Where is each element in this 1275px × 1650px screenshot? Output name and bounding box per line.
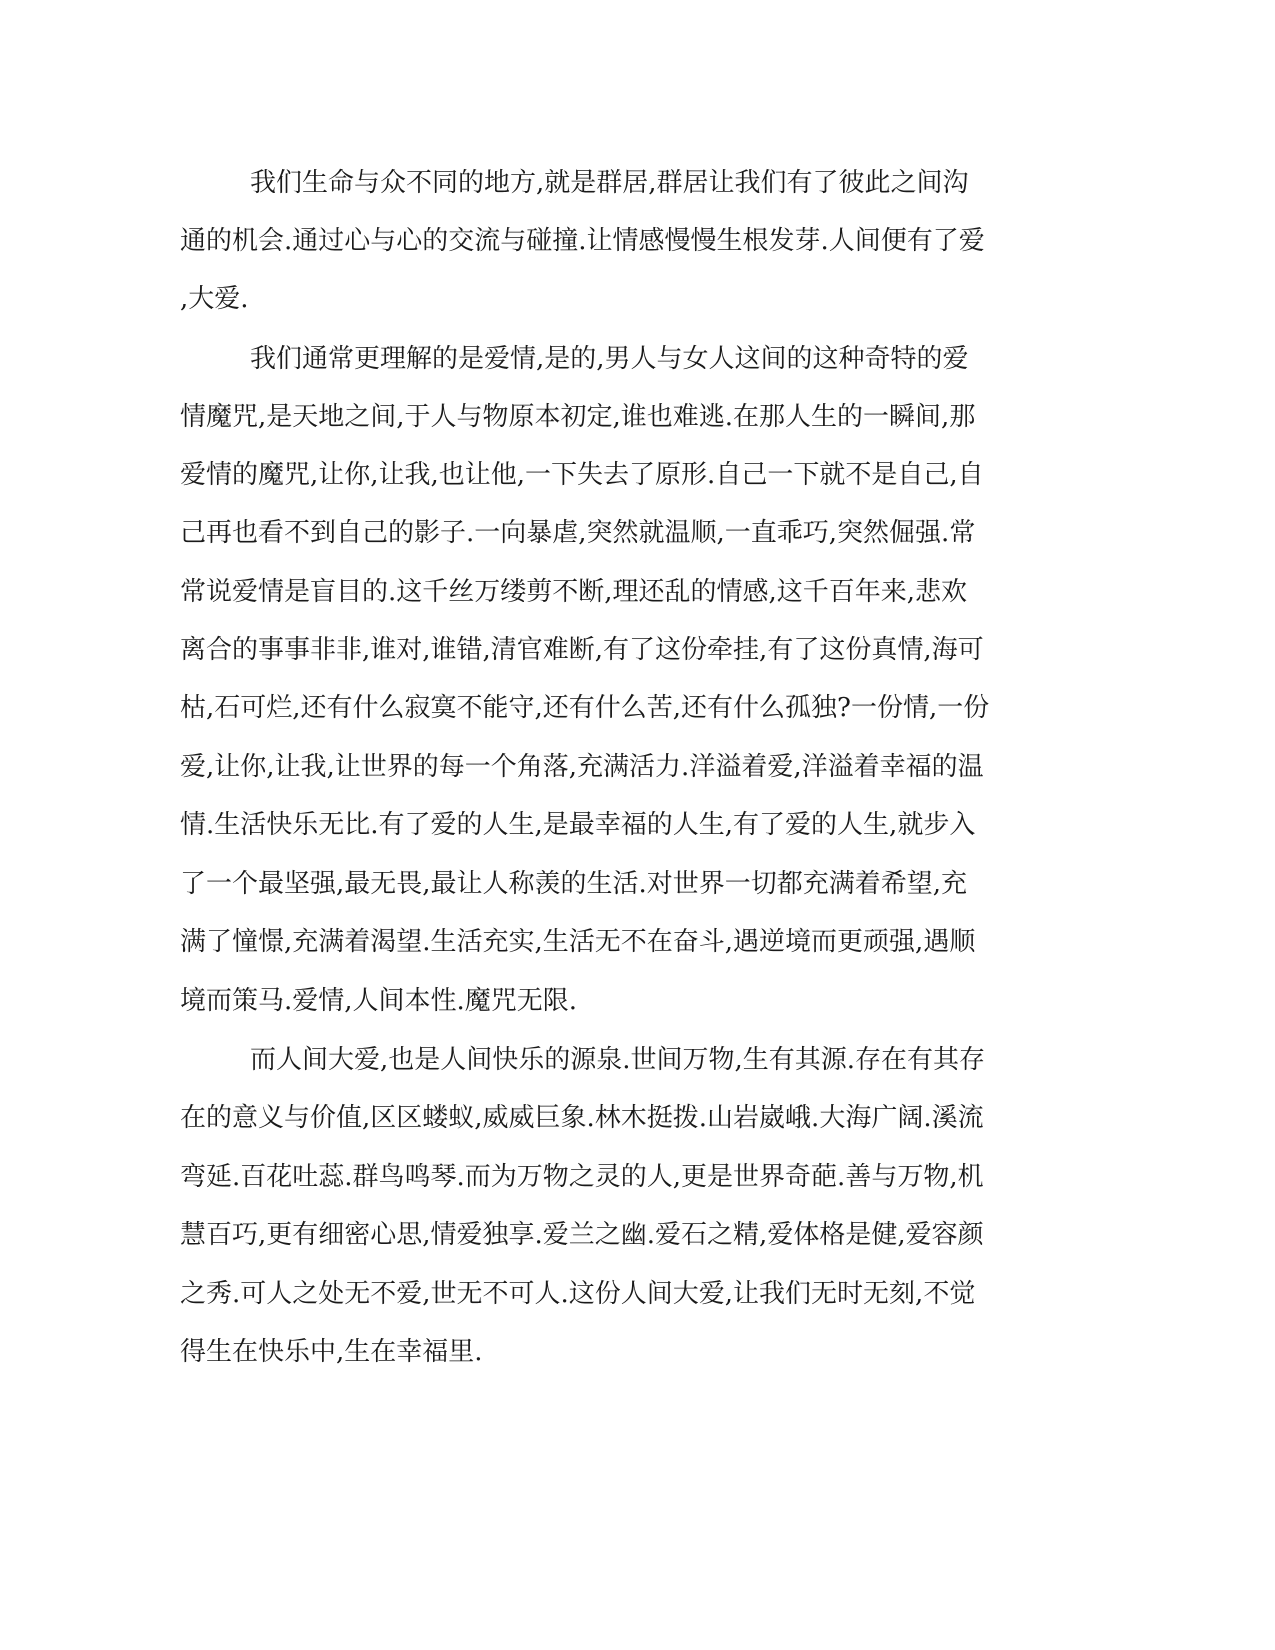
paragraph-1-line-3: ,大爱. xyxy=(180,284,249,314)
paragraph-1-line-2: 通的机会.通过心与心的交流与碰撞.让情感慢慢生根发芽.人间便有了爱 xyxy=(180,226,985,256)
paragraph-2-line-12: 境而策马.爱情,人间本性.魔咒无限. xyxy=(180,986,578,1016)
paragraph-2-line-11: 满了憧憬,充满着渴望.生活充实,生活无不在奋斗,遇逆境而更顽强,遇顺 xyxy=(180,927,976,957)
paragraph-2-line-7: 枯,石可烂,还有什么寂寞不能守,还有什么苦,还有什么孤独?一份情,一份 xyxy=(180,693,990,723)
paragraph-2-line-5: 常说爱情是盲目的.这千丝万缕剪不断,理还乱的情感,这千百年来,悲欢 xyxy=(180,577,968,607)
paragraph-2-line-10: 了一个最坚强,最无畏,最让人称羡的生活.对世界一切都充满着希望,充 xyxy=(180,869,968,899)
paragraph-2-line-2: 情魔咒,是天地之间,于人与物原本初定,谁也难逃.在那人生的一瞬间,那 xyxy=(180,402,976,432)
paragraph-3-line-2: 在的意义与价值,区区蝼蚁,威威巨象.林木挺拨.山岩崴峨.大海广阔.溪流 xyxy=(180,1103,984,1133)
paragraph-1-line-1: 我们生命与众不同的地方,就是群居,群居让我们有了彼此之间沟 xyxy=(250,168,969,198)
paragraph-3-line-1: 而人间大爱,也是人间快乐的源泉.世间万物,生有其源.存在有其存 xyxy=(250,1045,986,1075)
paragraph-2-line-1: 我们通常更理解的是爱情,是的,男人与女人这间的这种奇特的爱 xyxy=(250,344,969,374)
paragraph-3-line-5: 之秀.可人之处无不爱,世无不可人.这份人间大爱,让我们无时无刻,不觉 xyxy=(180,1279,976,1309)
paragraph-2-line-8: 爱,让你,让我,让世界的每一个角落,充满活力.洋溢着爱,洋溢着幸福的温 xyxy=(180,752,984,782)
paragraph-2-line-4: 己再也看不到自己的影子.一向暴虐,突然就温顺,一直乖巧,突然倔强.常 xyxy=(180,518,976,548)
paragraph-3-line-6: 得生在快乐中,生在幸福里. xyxy=(180,1337,483,1367)
paragraph-3-line-3: 弯延.百花吐蕊.群鸟鸣琴.而为万物之灵的人,更是世界奇葩.善与万物,机 xyxy=(180,1162,984,1192)
paragraph-2-line-9: 情.生活快乐无比.有了爱的人生,是最幸福的人生,有了爱的人生,就步入 xyxy=(180,810,976,840)
paragraph-2-line-6: 离合的事事非非,谁对,谁错,清官难断,有了这份牵挂,有了这份真情,海可 xyxy=(180,635,984,665)
paragraph-3-line-4: 慧百巧,更有细密心思,情爱独享.爱兰之幽.爱石之精,爱体格是健,爱容颜 xyxy=(180,1220,984,1250)
paragraph-2-line-3: 爱情的魔咒,让你,让我,也让他,一下失去了原形.自己一下就不是自己,自 xyxy=(180,460,984,490)
